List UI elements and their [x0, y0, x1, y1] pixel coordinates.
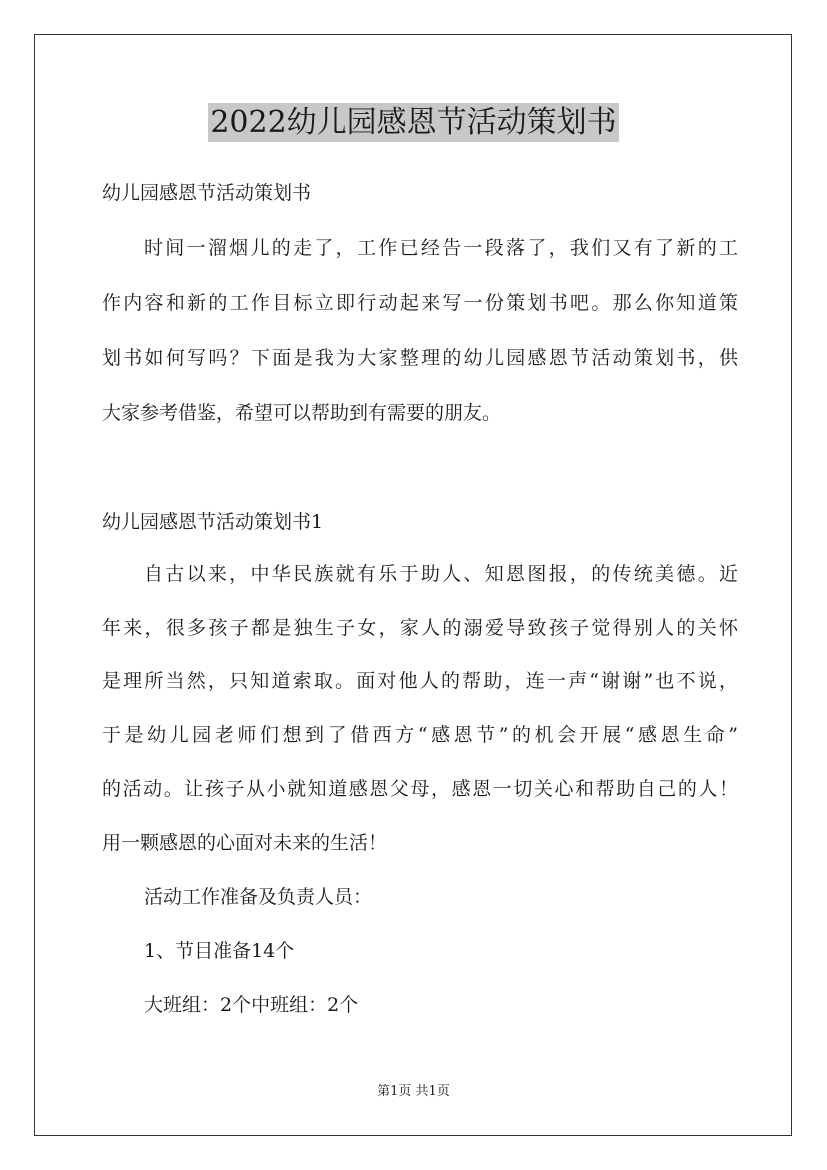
intro-line-4: 大家参考借鉴，希望可以帮助到有需要的朋友。: [102, 402, 502, 424]
prep-heading: 活动工作准备及负责人员：: [144, 886, 373, 908]
list-item-programs: 1、节目准备14个: [144, 940, 295, 962]
body-line-1: 自古以来，中华民族就有乐于助人、知恩图报，的传统美德。近: [144, 563, 738, 585]
body-line-3: 是理所当然，只知道索取。面对他人的帮助，连一声“谢谢”也不说，: [102, 670, 738, 692]
intro-line-3: 划书如何写吗？下面是我为大家整理的幼儿园感恩节活动策划书，供: [102, 347, 738, 369]
intro-line-1: 时间一溜烟儿的走了，工作已经告一段落了，我们又有了新的工: [144, 237, 738, 259]
body-line-4: 于是幼儿园老师们想到了借西方“感恩节”的机会开展“感恩生命”: [102, 724, 738, 746]
body-line-5: 的活动。让孩子从小就知道感恩父母，感恩一切关心和帮助自己的人！: [102, 778, 738, 800]
intro-line-2: 作内容和新的工作目标立即行动起来写一份策划书吧。那么你知道策: [102, 292, 738, 314]
document-title: [0, 103, 827, 143]
body-line-2: 年来，很多孩子都是独生子女，家人的溺爱导致孩子觉得别人的关怀: [102, 617, 738, 639]
section-heading: 幼儿园感恩节活动策划书1: [102, 511, 324, 533]
list-item-groups: 大班组：2个中班组：2个: [144, 994, 359, 1016]
page-footer: 第1页 共1页: [377, 1084, 450, 1099]
document-title-text: 2022幼儿园感恩节活动策划书: [210, 105, 617, 140]
body-line-6: 用一颗感恩的心面对未来的生活！: [102, 832, 388, 854]
document-subtitle: 幼儿园感恩节活动策划书: [102, 182, 312, 204]
